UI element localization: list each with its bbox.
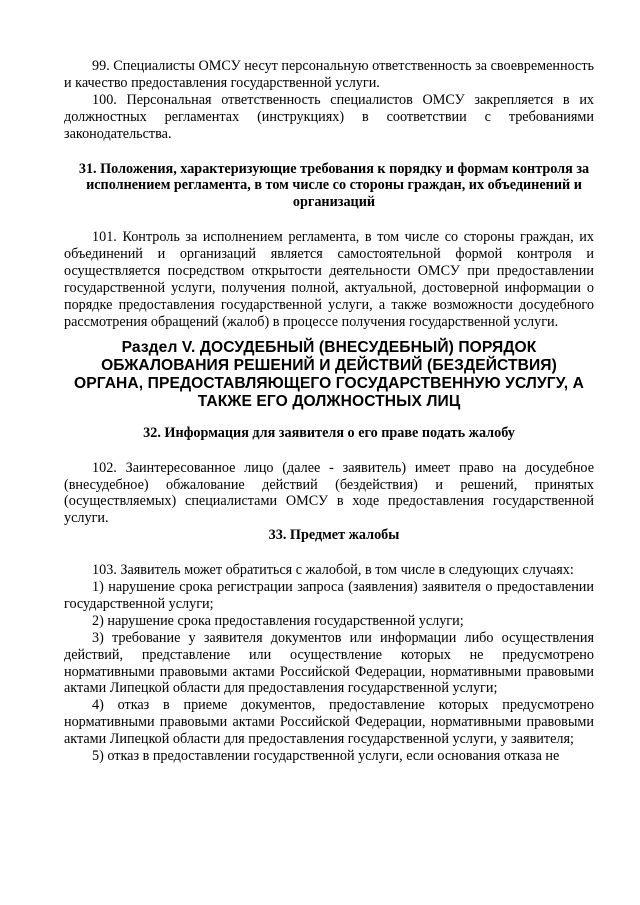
paragraph-102: 102. Заинтересованное лицо (далее - заявитель) имеет право на досудебное (внесудебное) обжалование действий (бездействия) и решений, принятых (осуществляемых) специалистами ОМСУ в ходе предоставления государственной услуги. bbox=[64, 459, 594, 527]
paragraph-103: 103. Заявитель может обратиться с жалобой, в том числе в следующих случаях: bbox=[92, 562, 574, 579]
heading-32: 32. Информация для заявителя о его праве подать жалобу bbox=[143, 424, 515, 441]
list-item-2: 2) нарушение срока предоставления государственной услуги; bbox=[92, 612, 464, 629]
paragraph-99: 99. Специалисты ОМСУ несут персональную ответственность за своевременность и качество предоставления государственной услуги. bbox=[64, 58, 595, 91]
paragraph-100: 100. Персональная ответственность специалистов ОМСУ закрепляется в их должностных регламентах (инструкциях) в соответствии с требованиями законодательства. bbox=[64, 91, 594, 142]
section-5-title: Раздел V. ДОСУДЕБНЫЙ (ВНЕСУДЕБНЫЙ) ПОРЯДОК ОБЖАЛОВАНИЯ РЕШЕНИЙ И ДЕЙСТВИЙ (БЕЗДЕЙСТВИЯ) ОРГАНА, ПРЕДОСТАВЛЯЮЩЕГО ГОСУДАРСТВЕННУЮ УСЛУГУ, А ТАКЖЕ ЕГО ДОЛЖНОСТНЫХ ЛИЦ bbox=[74, 338, 584, 410]
heading-31: 31. Положения, характеризующие требования к порядку и формам контроля за исполнением регламента, в том числе со стороны граждан, их объединений и организаций bbox=[78, 160, 590, 211]
paragraph-101: 101. Контроль за исполнением регламента, в том числе со стороны граждан, их объединений и организаций является самостоятельной формой контроля и осуществляется посредством открытости деятельности ОМСУ при предоставлении государственной услуги, получения полной, актуальной, достоверной информации о порядке предоставления государственной услуги, а также возможности досудебного рассмотрения обращений (жалоб) в процессе получения государственной услуги. bbox=[64, 229, 594, 330]
list-item-5: 5) отказ в предоставлении государственной услуги, если основания отказа не bbox=[92, 748, 560, 765]
list-item-1: 1) нарушение срока регистрации запроса (заявления) заявителя о предоставлении государственной услуги; bbox=[64, 579, 594, 612]
heading-33: 33. Предмет жалобы bbox=[268, 527, 400, 544]
list-item-3: 3) требование у заявителя документов или информации либо осуществления действий, представление или осуществление которых не предусмотрено нормативными правовыми актами Российской Федерации, нормативными правовыми актами Липецкой области для предоставления государственной услуги; bbox=[64, 629, 594, 697]
document-body bbox=[64, 58, 594, 765]
list-item-4: 4) отказ в приеме документов, предоставление которых предусмотрено нормативными правовыми актами Российской Федерации, нормативными правовыми актами Липецкой области для предоставления государственной услуги, у заявителя; bbox=[64, 697, 594, 748]
